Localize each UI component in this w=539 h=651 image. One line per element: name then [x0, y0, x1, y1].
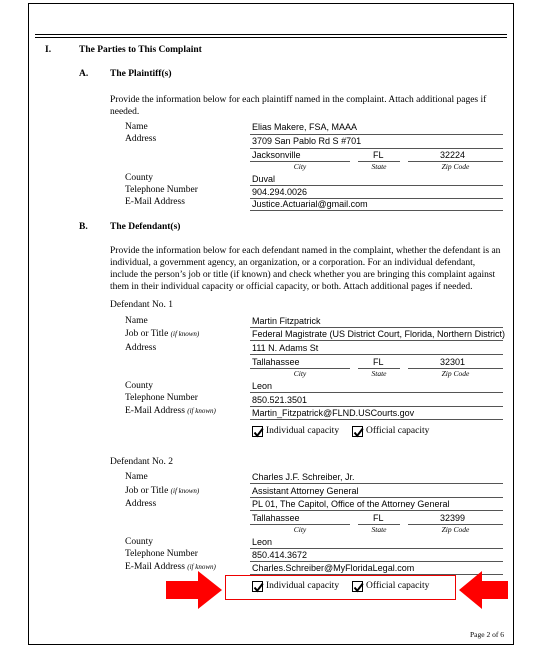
- defendant-1-name-label: Name: [125, 316, 148, 326]
- field-underline: [250, 148, 503, 149]
- defendant-1-zip-field[interactable]: 32301: [440, 357, 466, 367]
- defendant-2-heading: Defendant No. 2: [110, 457, 174, 467]
- defendant-2-county-field[interactable]: Leon: [252, 537, 273, 547]
- section-title: The Parties to This Complaint: [79, 45, 202, 55]
- field-underline: [250, 340, 503, 341]
- defendant-2-county-label: County: [125, 537, 153, 547]
- plaintiff-county-field[interactable]: Duval: [252, 174, 276, 184]
- plaintiff-street-field[interactable]: 3709 San Pablo Rd S #701: [252, 136, 362, 146]
- plaintiff-name-label: Name: [125, 122, 148, 132]
- defendant-2-street-field[interactable]: PL 01, The Capitol, Office of the Attorney General: [252, 499, 450, 509]
- top-rule: [35, 34, 507, 35]
- defendant-1-telephone-label: Telephone Number: [125, 393, 198, 403]
- defendant-1-heading: Defendant No. 1: [110, 300, 174, 310]
- plaintiff-intro-line1: Provide the information below for each plaintiff named in the complaint. Attach additional pages if: [110, 95, 487, 105]
- plaintiff-letter: A.: [79, 69, 89, 79]
- city-sublabel: City: [293, 162, 307, 171]
- defendant-2-name-field[interactable]: Charles J.F. Schreiber, Jr.: [252, 472, 355, 482]
- defendant-2-state-field[interactable]: FL: [373, 513, 384, 523]
- checkmark-icon: [253, 427, 264, 438]
- defendant-2-city-field[interactable]: Tallahassee: [252, 513, 300, 523]
- defendant-1-email-field[interactable]: Martin_Fitzpatrick@FLND.USCourts.gov: [252, 408, 415, 418]
- defendant-1-telephone-field[interactable]: 850.521.3501: [252, 395, 308, 405]
- defendant-intro-line: Provide the information below for each defendant named in the complaint, whether the defendant is an: [110, 246, 501, 256]
- defendant-1-street-field[interactable]: 111 N. Adams St: [252, 343, 319, 353]
- email-label-text: E-Mail Address: [125, 562, 185, 572]
- defendant-1-name-field[interactable]: Martin Fitzpatrick: [252, 316, 321, 326]
- if-known-label: (if known): [170, 330, 200, 338]
- plaintiff-city-field[interactable]: Jacksonville: [252, 150, 301, 160]
- plaintiff-email-label: E-Mail Address: [125, 197, 185, 207]
- defendant-1-job-field[interactable]: Federal Magistrate (US District Court, Florida, Northern District): [252, 329, 506, 339]
- field-underline: [250, 419, 503, 420]
- defendant-intro-line: individual, a government agency, an organization, or a corporation. For an individual defendant,: [110, 258, 476, 268]
- defendant-1-official-label: Official capacity: [366, 426, 430, 436]
- checkmark-icon: [253, 582, 264, 593]
- zip-sublabel: Zip Code: [441, 525, 470, 534]
- plaintiff-county-label: County: [125, 173, 153, 183]
- defendant-2-telephone-field[interactable]: 850.414.3672: [252, 550, 308, 560]
- field-underline: [250, 561, 503, 562]
- zip-sublabel: Zip Code: [441, 162, 470, 171]
- plaintiff-telephone-field[interactable]: 904.294.0026: [252, 187, 308, 197]
- plaintiff-title: The Plaintiff(s): [110, 69, 172, 79]
- defendant-title: The Defendant(s): [110, 222, 181, 232]
- field-underline: [250, 134, 503, 135]
- field-underline: [250, 497, 503, 498]
- if-known-label: (if known): [170, 487, 200, 495]
- defendant-1-individual-label: Individual capacity: [266, 426, 340, 436]
- plaintiff-email-field[interactable]: Justice.Actuarial@gmail.com: [252, 199, 368, 209]
- field-underline: [250, 483, 503, 484]
- defendant-1-county-field[interactable]: Leon: [252, 381, 273, 391]
- checkmark-icon: [353, 582, 364, 593]
- field-underline: [250, 548, 503, 549]
- field-underline: [250, 354, 503, 355]
- defendant-2-address-label: Address: [125, 499, 157, 509]
- plaintiff-address-label: Address: [125, 134, 157, 144]
- state-sublabel: State: [371, 369, 387, 378]
- field-underline: [250, 327, 503, 328]
- defendant-intro-line: include the person’s job or title (if known) and check whether you are bringing this complaint against: [110, 270, 496, 280]
- defendant-1-job-label: [125, 329, 199, 339]
- field-underline: [250, 406, 503, 407]
- job-label-text: Job or Title: [125, 329, 169, 339]
- city-sublabel: City: [293, 525, 307, 534]
- defendant-1-individual-checkbox[interactable]: [252, 426, 263, 437]
- if-known-label: (if known): [187, 563, 216, 571]
- right-arrow-icon: [164, 570, 224, 610]
- defendant-1-email-label: [125, 406, 216, 416]
- defendant-2-official-checkbox[interactable]: [352, 581, 363, 592]
- defendant-2-individual-label: Individual capacity: [266, 581, 340, 591]
- section-number: I.: [45, 45, 52, 55]
- city-sublabel: City: [293, 369, 307, 378]
- top-rule-double: [35, 37, 507, 38]
- job-label-text: Job or Title: [125, 486, 169, 496]
- defendant-2-job-field[interactable]: Assistant Attorney General: [252, 486, 359, 496]
- if-known-label: (if known): [187, 407, 216, 415]
- defendant-1-state-field[interactable]: FL: [373, 357, 384, 367]
- defendant-1-city-field[interactable]: Tallahassee: [252, 357, 300, 367]
- plaintiff-intro-line2: needed.: [110, 107, 140, 117]
- defendant-2-official-label: Official capacity: [366, 581, 430, 591]
- zip-sublabel: Zip Code: [441, 369, 470, 378]
- field-underline: [250, 510, 503, 511]
- state-sublabel: State: [371, 525, 387, 534]
- defendant-2-email-field[interactable]: Charles.Schreiber@MyFloridaLegal.com: [252, 563, 415, 573]
- left-arrow-icon: [458, 570, 510, 610]
- plaintiff-zip-field[interactable]: 32224: [440, 150, 466, 160]
- field-underline: [250, 392, 503, 393]
- defendant-1-official-checkbox[interactable]: [352, 426, 363, 437]
- defendant-letter: B.: [79, 222, 88, 232]
- defendant-1-county-label: County: [125, 381, 153, 391]
- page-number: Page 2 of 6: [470, 630, 504, 639]
- defendant-2-name-label: Name: [125, 472, 148, 482]
- checkmark-icon: [353, 427, 364, 438]
- defendant-2-individual-checkbox[interactable]: [252, 581, 263, 592]
- email-label-text: E-Mail Address: [125, 406, 185, 416]
- plaintiff-state-field[interactable]: FL: [373, 150, 384, 160]
- defendant-intro-line: them in their individual capacity or official capacity, or both. Attach additional pages if needed.: [110, 282, 473, 292]
- defendant-2-job-label: [125, 486, 199, 496]
- state-sublabel: State: [371, 162, 387, 171]
- plaintiff-telephone-label: Telephone Number: [125, 185, 198, 195]
- field-underline: [250, 210, 503, 211]
- defendant-2-zip-field[interactable]: 32399: [440, 513, 466, 523]
- plaintiff-name-field[interactable]: Elias Makere, FSA, MAAA: [252, 122, 358, 132]
- defendant-2-telephone-label: Telephone Number: [125, 549, 198, 559]
- defendant-1-address-label: Address: [125, 343, 157, 353]
- field-underline: [250, 185, 503, 186]
